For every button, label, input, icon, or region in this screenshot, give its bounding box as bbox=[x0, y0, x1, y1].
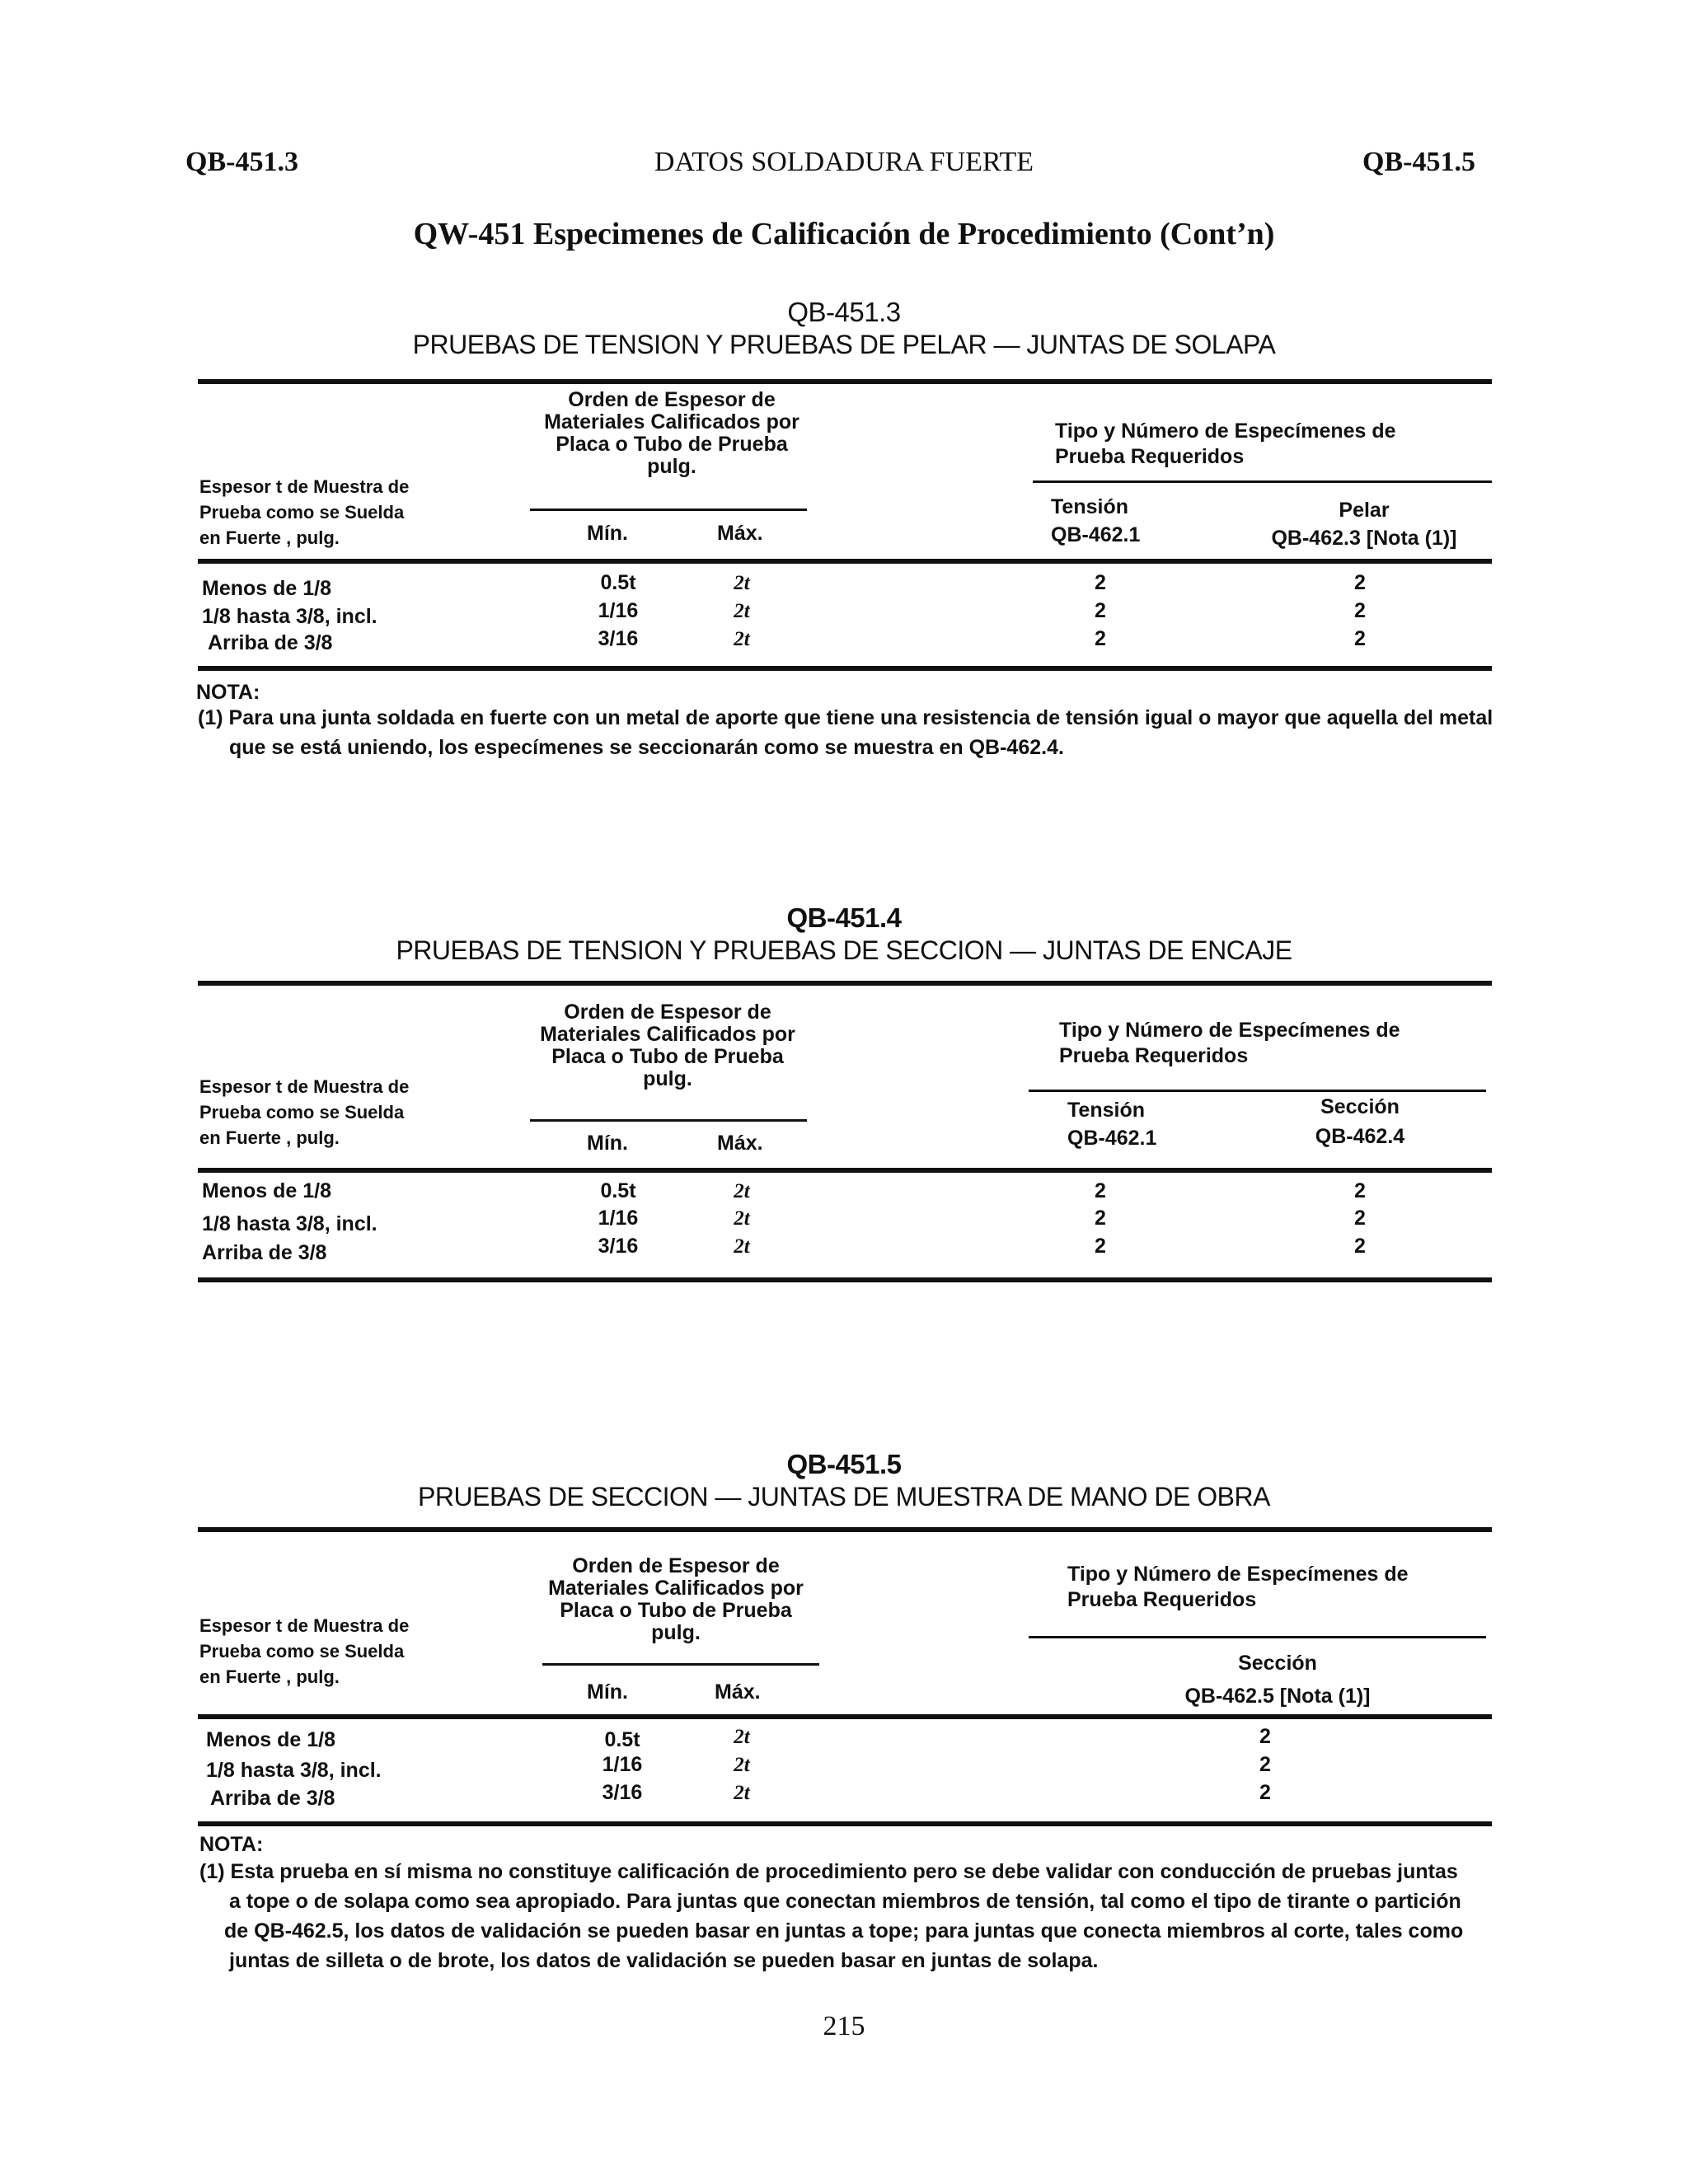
col-header-tension: Tensión QB-462.1 bbox=[1067, 1099, 1157, 1150]
table-top-rule bbox=[198, 1527, 1492, 1532]
table-bottom-rule bbox=[198, 1277, 1492, 1282]
table-title: PRUEBAS DE SECCION — JUNTAS DE MUESTRA DE MANO DE OBRA bbox=[418, 1482, 1270, 1511]
col-header-thickness: Espesor t de Muestra de Prueba como se Suelda en Fuerte , pulg. bbox=[199, 1076, 410, 1148]
header-center: DATOS SOLDADURA FUERTE bbox=[654, 147, 1034, 177]
note-1: (1) Esta prueba en sí misma no constituye calificación de procedimiento pero se debe validar con conducción de pruebas juntas a tope o de solapa como sea apropiado. Para juntas que conectan miembros de tensión, tal como el tipo de tirante o partición de QB-462.5, los datos de validación se pueden basar en juntas a tope; para juntas que conecta miembros al corte, tales como juntas de silleta o de brote, los datos de validación se pueden basar en juntas de solapa. bbox=[199, 1860, 1464, 1972]
col-header-specimens: Tipo y Número de Especímenes de Prueba Requeridos bbox=[1059, 1019, 1400, 1067]
note-label: NOTA: bbox=[196, 681, 260, 704]
col-header-thickness: Espesor t de Muestra de Prueba como se Suelda en Fuerte , pulg. bbox=[199, 476, 410, 548]
max-value: 2t bbox=[734, 1235, 750, 1258]
max-value: 2t bbox=[734, 1726, 750, 1748]
specimen-underline bbox=[1033, 480, 1492, 483]
min-value: 1/16 bbox=[598, 599, 639, 622]
min-value: 1/16 bbox=[602, 1753, 643, 1776]
note-1: (1) Para una junta soldada en fuerte con un metal de aporte que tiene una resistencia de tensión igual o mayor que aquella del metal que se está uniendo, los especímenes se seccionarán como se muestra en QB-462.4. bbox=[198, 706, 1493, 759]
header-right: QB-451.5 bbox=[1362, 147, 1475, 177]
specimen-underline bbox=[1029, 1636, 1486, 1638]
col-header-section: Sección QB-462.5 [Nota (1)] bbox=[1184, 1652, 1371, 1708]
table-top-rule bbox=[198, 981, 1492, 986]
table-code: QB-451.4 bbox=[786, 902, 902, 933]
col-header-tension: Tensión QB-462.1 bbox=[1051, 495, 1141, 546]
col-header-max: Máx. bbox=[715, 1680, 761, 1704]
min-value: 3/16 bbox=[598, 1235, 639, 1258]
table-bottom-rule bbox=[198, 1821, 1492, 1826]
table-bottom-rule bbox=[198, 666, 1492, 671]
min-value: 3/16 bbox=[602, 1781, 643, 1804]
max-value: 2t bbox=[734, 1754, 750, 1776]
col-header-min: Mín. bbox=[587, 1132, 628, 1155]
max-value: 2t bbox=[734, 628, 750, 650]
table-title: PRUEBAS DE TENSION Y PRUEBAS DE PELAR — JUNTAS DE SOLAPA bbox=[412, 330, 1276, 359]
table-header-rule bbox=[198, 559, 1492, 564]
min-value: 0.5t bbox=[600, 571, 636, 594]
max-value: 2t bbox=[734, 1180, 750, 1202]
min-value: 0.5t bbox=[604, 1728, 640, 1751]
table-header-rule bbox=[198, 1168, 1492, 1173]
table-code: QB-451.3 bbox=[787, 297, 901, 327]
col-header-range: Orden de Espesor de Materiales Calificados por Placa o Tubo de Prueba pulg. bbox=[544, 388, 799, 478]
range-underline bbox=[530, 509, 807, 511]
col-header-specimens: Tipo y Número de Especímenes de Prueba Requeridos bbox=[1055, 419, 1396, 468]
max-value: 2t bbox=[734, 1207, 750, 1230]
min-value: 0.5t bbox=[600, 1179, 636, 1202]
range-underline bbox=[542, 1663, 819, 1666]
col-header-section: Sección QB-462.4 bbox=[1315, 1095, 1405, 1148]
col-header-peel: Pelar QB-462.3 [Nota (1)] bbox=[1271, 499, 1457, 550]
table-header-rule bbox=[198, 1714, 1492, 1719]
col-header-specimens: Tipo y Número de Especímenes de Prueba Requeridos bbox=[1067, 1563, 1409, 1611]
page-number: 215 bbox=[823, 2011, 865, 2041]
col-header-min: Mín. bbox=[587, 522, 628, 545]
table-top-rule bbox=[198, 379, 1492, 384]
max-value: 2t bbox=[734, 600, 750, 622]
min-value: 1/16 bbox=[598, 1207, 639, 1230]
col-header-min: Mín. bbox=[587, 1680, 628, 1704]
note-label: NOTA: bbox=[199, 1833, 264, 1856]
max-value: 2t bbox=[734, 572, 750, 594]
table-code: QB-451.5 bbox=[786, 1449, 902, 1479]
col-header-range: Orden de Espesor de Materiales Calificados por Placa o Tubo de Prueba pulg. bbox=[540, 1001, 795, 1090]
page-title: QW-451 Especimenes de Calificación de Procedimiento (Cont’n) bbox=[413, 217, 1275, 251]
range-underline bbox=[530, 1119, 807, 1122]
col-header-max: Máx. bbox=[717, 1132, 763, 1155]
max-value: 2t bbox=[734, 1782, 750, 1804]
col-header-max: Máx. bbox=[717, 522, 763, 545]
min-value: 3/16 bbox=[598, 627, 639, 650]
col-header-thickness: Espesor t de Muestra de Prueba como se Suelda en Fuerte , pulg. bbox=[199, 1615, 410, 1687]
col-header-range: Orden de Espesor de Materiales Calificados por Placa o Tubo de Prueba pulg. bbox=[548, 1554, 804, 1644]
table-title: PRUEBAS DE TENSION Y PRUEBAS DE SECCION — JUNTAS DE ENCAJE bbox=[396, 935, 1292, 965]
header-left: QB-451.3 bbox=[185, 147, 298, 177]
